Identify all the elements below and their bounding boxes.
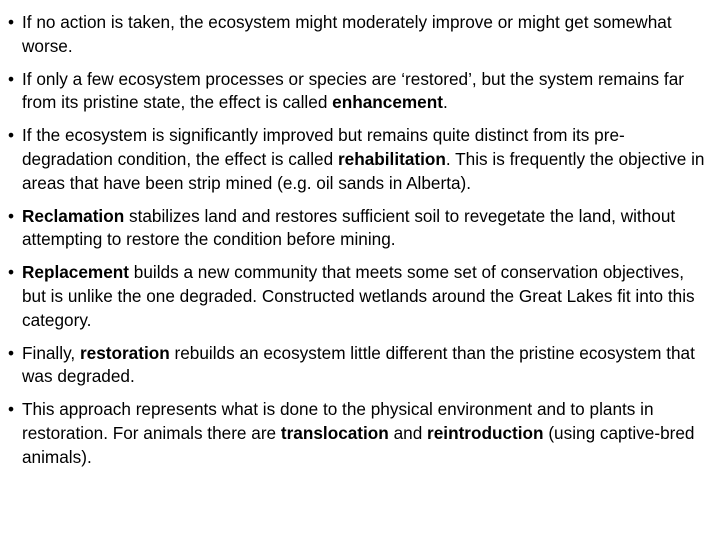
bullet-text: [22, 11, 708, 59]
bullet-text: [22, 124, 708, 195]
bullet-item-no-action: [8, 11, 708, 59]
bullet-item-reclamation: [8, 205, 708, 253]
bullet-item-rehabilitation: [8, 124, 708, 195]
text-segment: If no action is taken, the ecosystem might moderately improve or might get somewhat worse.: [22, 12, 672, 56]
bullet-dot: •: [8, 12, 15, 32]
text-segment: (using captive-bred animals).: [22, 422, 695, 467]
bullet-dot: •: [8, 205, 15, 226]
term-rehabilitation: rehabilitation: [337, 148, 446, 169]
term-translocation: translocation: [280, 422, 389, 443]
bullet-text: [22, 398, 708, 469]
bullet-item-approach: [8, 398, 708, 469]
term-restoration: restoration: [79, 342, 170, 363]
bullet-item-enhancement: [8, 68, 708, 116]
text-segment: If the ecosystem is significantly improved but remains quite distinct from its pre-degradation condition, the effect is called: [22, 125, 625, 169]
bullet-dot: •: [8, 262, 15, 283]
bullet-dot: •: [8, 68, 15, 89]
term-enhancement: enhancement: [332, 92, 443, 113]
text-segment: . This is frequently the objective in areas that have been strip mined (e.g. oil sands in Alberta).: [22, 148, 705, 193]
text-segment: rebuilds an ecosystem little different than the pristine ecosystem that was degraded.: [22, 342, 695, 387]
bullet-item-restoration: [8, 342, 708, 390]
term-reclamation: Reclamation: [22, 205, 125, 226]
text-segment: .: [442, 92, 448, 113]
text-segment: builds a new community that meets some set of conservation objectives, but is unlike the one degraded. Constructed wetlands around the Great Lakes fit into this category.: [22, 262, 695, 330]
bullet-text: [22, 342, 708, 390]
bullet-text: [22, 205, 708, 253]
bullet-text: [22, 68, 708, 116]
bullet-dot: •: [8, 125, 15, 146]
bullet-item-replacement: [8, 261, 708, 332]
bullet-text: [22, 261, 708, 332]
term-replacement: Replacement: [22, 262, 129, 283]
text-segment: and: [388, 422, 428, 443]
bullet-dot: •: [8, 342, 15, 363]
term-reintroduction: reintroduction: [427, 422, 544, 443]
text-segment: Finally,: [22, 342, 80, 363]
text-segment: If only a few ecosystem processes or species are ‘restored’, but the system remains far from its pristine state, the effect is called: [22, 68, 684, 113]
text-segment: This approach represents what is done to the physical environment and to plants in restoration. For animals there are: [22, 399, 654, 443]
bullet-list: [8, 11, 708, 479]
text-segment: stabilizes land and restores sufficient soil to revegetate the land, without attempting to restore the condition before mining.: [22, 205, 676, 250]
bullet-dot: •: [8, 399, 15, 420]
